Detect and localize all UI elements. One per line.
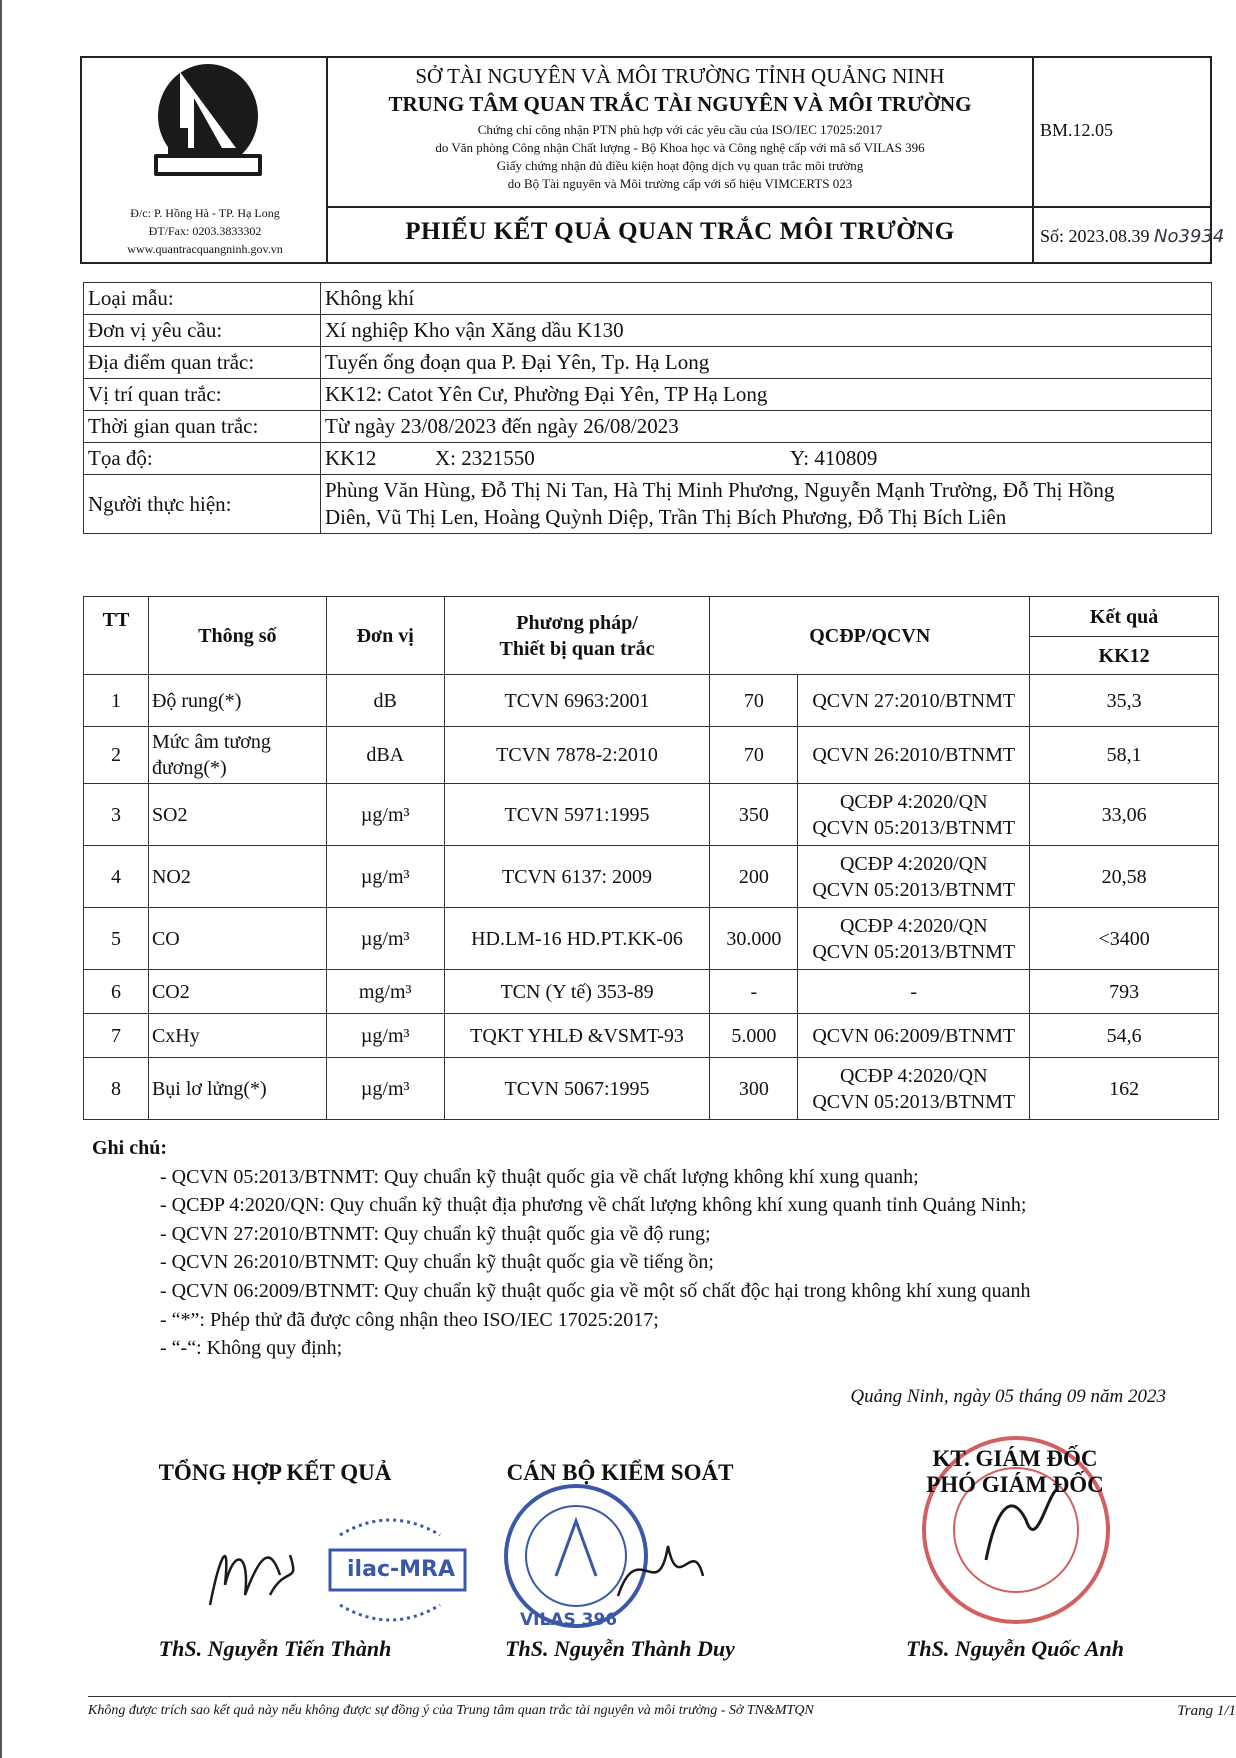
cell-limit: - — [710, 970, 798, 1014]
cell-method: TCVN 6963:2001 — [444, 675, 710, 727]
info-row-sample — [84, 283, 1212, 315]
sig2-name: ThS. Nguyễn Thành Duy — [505, 1636, 735, 1661]
cell-method: TCVN 6137: 2009 — [444, 846, 710, 908]
label-position: Vị trí quan trắc: — [84, 379, 321, 411]
emac-logo — [82, 58, 328, 206]
info-table — [83, 282, 1212, 534]
coord-y: Y: 410809 — [790, 446, 878, 470]
table-row — [84, 675, 1219, 727]
position: KK12: Catot Yên Cư, Phường Đại Yên, TP Hạ Long — [321, 379, 1212, 411]
staff-line-2: Diên, Vũ Thị Len, Hoàng Quỳnh Diệp, Trần Thị Bích Phương, Đỗ Thị Bích Liên — [325, 505, 1007, 529]
col-tt: TT — [84, 597, 149, 675]
table-row — [84, 846, 1219, 908]
sig1-name: ThS. Nguyễn Tiến Thành — [158, 1636, 392, 1661]
cell-limit: 30.000 — [710, 908, 798, 970]
cell-unit: µg/m³ — [326, 1014, 444, 1058]
cell-standard — [798, 908, 1030, 970]
doc-number — [1040, 226, 1224, 247]
label-requester: Đơn vị yêu cầu: — [84, 315, 321, 347]
table-row — [84, 1014, 1219, 1058]
cell-tt: 7 — [84, 1014, 149, 1058]
standard-line-2: QCVN 05:2013/BTNMT — [812, 940, 1016, 963]
coord-code: KK12 — [325, 446, 377, 470]
time: Từ ngày 23/08/2023 đến ngày 26/08/2023 — [321, 411, 1212, 443]
cell-standard — [798, 727, 1030, 784]
footer-disclaimer: Không được trích sao kết quả này nếu không được sự đồng ý của Trung tâm quan trắc tài nguyên và môi trường - Sở TN&MTQN — [88, 1703, 814, 1718]
cell-method: TCVN 5067:1995 — [444, 1058, 710, 1120]
results-body — [84, 675, 1219, 1120]
table-row — [84, 1058, 1219, 1120]
standard-line-1: QCĐP 4:2020/QN — [839, 1064, 988, 1087]
sample-type: Không khí — [321, 283, 1212, 315]
results-table — [83, 596, 1219, 1120]
sig3-title-1: KT. GIÁM ĐỐC — [932, 1446, 1098, 1471]
cell-method: TCVN 5971:1995 — [444, 784, 710, 846]
notes — [92, 1134, 1031, 1363]
sig3-title-2: PHÓ GIÁM ĐỐC — [926, 1472, 1104, 1497]
col-method — [444, 597, 710, 675]
requester: Xí nghiệp Kho vận Xăng dầu K130 — [321, 315, 1212, 347]
standard-line-1: QCĐP 4:2020/QN — [839, 852, 988, 875]
cell-result: 793 — [1030, 970, 1219, 1014]
cell-result: 20,58 — [1030, 846, 1219, 908]
header-box — [80, 56, 1225, 264]
cell-limit: 70 — [710, 727, 798, 784]
standard-line-1: QCVN 27:2010/BTNMT — [812, 689, 1016, 712]
cell-param: CO — [148, 908, 326, 970]
note-item: - QCĐP 4:2020/QN: Quy chuẩn kỹ thuật địa phương về chất lượng không khí xung quanh tỉnh Quảng Ninh; — [160, 1194, 1027, 1217]
table-row — [84, 908, 1219, 970]
cell-limit: 70 — [710, 675, 798, 727]
cell-result: 33,06 — [1030, 784, 1219, 846]
col-station: KK12 — [1030, 637, 1219, 675]
col-method-l1: Phương pháp/ — [516, 611, 638, 634]
cert-line-2: do Văn phòng Công nhận Chất lượng - Bộ Khoa học và Công nghệ cấp với mã số VILAS 396 — [435, 140, 925, 155]
sig3-name: ThS. Nguyễn Quốc Anh — [905, 1636, 1124, 1661]
coord-x: X: 2321550 — [435, 446, 535, 470]
cell-tt: 6 — [84, 970, 149, 1014]
cell-param: Mức âm tương đương(*) — [148, 727, 326, 784]
label-staff: Người thực hiện: — [84, 475, 321, 534]
cell-method: TQKT YHLĐ &VSMT-93 — [444, 1014, 710, 1058]
cell-tt: 2 — [84, 727, 149, 784]
cell-tt: 4 — [84, 846, 149, 908]
standard-line-1: QCVN 26:2010/BTNMT — [812, 744, 1016, 766]
form-title: PHIẾU KẾT QUẢ QUAN TRẮC MÔI TRƯỜNG — [405, 218, 955, 245]
header-row-1 — [84, 597, 1219, 637]
sig2-name-wrap — [470, 1636, 770, 1662]
sig1-title: TỔNG HỢP KẾT QUẢ — [158, 1460, 392, 1485]
cell-result: 35,3 — [1030, 675, 1219, 727]
cell-standard — [798, 846, 1030, 908]
table-row — [84, 727, 1219, 784]
col-unit: Đơn vị — [326, 597, 444, 675]
cell-tt: 3 — [84, 784, 149, 846]
info-row-time — [84, 411, 1212, 443]
cell-unit: µg/m³ — [326, 846, 444, 908]
info-row-staff — [84, 475, 1212, 534]
cell-tt: 5 — [84, 908, 149, 970]
cell-result: 54,6 — [1030, 1014, 1219, 1058]
info-row-coord — [84, 443, 1212, 475]
staff-line-1: Phùng Văn Hùng, Đỗ Thị Ni Tan, Hà Thị Minh Phương, Nguyễn Mạnh Trường, Đỗ Thị Hồng — [325, 478, 1115, 502]
cert-line-1: Chứng chỉ công nhận PTN phù hợp với các yêu cầu của ISO/IEC 17025:2017 — [477, 122, 883, 137]
page-number: Trang 1/1 — [1177, 1703, 1236, 1719]
signature-block-1 — [110, 1460, 440, 1486]
note-item: - QCVN 05:2013/BTNMT: Quy chuẩn kỹ thuật quốc gia về chất lượng không khí xung quanh; — [160, 1165, 919, 1188]
address: Đ/c: P. Hồng Hà - TP. Hạ Long — [130, 206, 280, 220]
cell-param: SO2 — [148, 784, 326, 846]
cell-tt: 1 — [84, 675, 149, 727]
cell-unit: µg/m³ — [326, 908, 444, 970]
cell-method: TCN (Y tế) 353-89 — [444, 970, 710, 1014]
cell-unit: µg/m³ — [326, 784, 444, 846]
scan-edge-left — [0, 0, 2, 1758]
cell-tt: 8 — [84, 1058, 149, 1120]
cell-standard — [798, 784, 1030, 846]
sig2-title: CÁN BỘ KIỂM SOÁT — [506, 1460, 734, 1485]
standard-line-1: - — [910, 980, 918, 1003]
form-code: BM.12.05 — [1040, 120, 1114, 140]
notes-title: Ghi chú: — [92, 1137, 168, 1159]
website: www.quantracquangninh.gov.vn — [127, 242, 283, 256]
cell-limit: 300 — [710, 1058, 798, 1120]
sig3-name-wrap — [880, 1636, 1150, 1662]
standard-line-1: QCĐP 4:2020/QN — [839, 914, 988, 937]
org-center: TRUNG TÂM QUAN TRẮC TÀI NGUYÊN VÀ MÔI TRƯỜNG — [388, 92, 972, 116]
standard-line-2: QCVN 05:2013/BTNMT — [812, 816, 1016, 839]
vilas-text: VILAS 396 — [520, 1610, 618, 1630]
cell-unit: dBA — [326, 727, 444, 784]
ilac-logo: ilac-MRA — [347, 1557, 455, 1582]
sig1-name-wrap — [110, 1636, 440, 1662]
cell-method: TCVN 7878-2:2010 — [444, 727, 710, 784]
label-coord: Tọa độ: — [84, 443, 321, 475]
table-row — [84, 784, 1219, 846]
col-standard: QCĐP/QCVN — [710, 597, 1030, 675]
note-item: - QCVN 06:2009/BTNMT: Quy chuẩn kỹ thuật quốc gia về một số chất độc hại trong không khí xung quanh — [160, 1279, 1031, 1302]
cell-param: CO2 — [148, 970, 326, 1014]
cell-unit: mg/m³ — [326, 970, 444, 1014]
info-row-position — [84, 379, 1212, 411]
table-row — [84, 970, 1219, 1014]
logo-text: EMAC — [178, 156, 232, 172]
cell-standard — [798, 1058, 1030, 1120]
label-location: Địa điểm quan trắc: — [84, 347, 321, 379]
code-cell — [1032, 58, 1225, 262]
phone: ĐT/Fax: 0203.3833302 — [148, 224, 262, 238]
cell-result: <3400 — [1030, 908, 1219, 970]
cell-limit: 350 — [710, 784, 798, 846]
cell-param: Độ rung(*) — [148, 675, 326, 727]
staff-cell — [321, 475, 1212, 534]
note-item: - “*”: Phép thử đã được công nhận theo ISO/IEC 17025:2017; — [160, 1308, 659, 1331]
signature-block-3 — [880, 1446, 1150, 1498]
cell-standard — [798, 675, 1030, 727]
cell-standard — [798, 970, 1030, 1014]
label-time: Thời gian quan trắc: — [84, 411, 321, 443]
org-department: SỞ TÀI NGUYÊN VÀ MÔI TRƯỜNG TỈNH QUẢNG NINH — [415, 64, 945, 88]
date-line: Quảng Ninh, ngày 05 tháng 09 năm 2023 — [850, 1386, 1166, 1407]
note-item: - “-“: Không quy định; — [160, 1337, 343, 1360]
doc-handwritten: No3934 — [1154, 226, 1225, 247]
info-row-location — [84, 347, 1212, 379]
coord-cell — [321, 443, 1212, 475]
standard-line-2: QCVN 05:2013/BTNMT — [812, 878, 1016, 901]
note-item: - QCVN 27:2010/BTNMT: Quy chuẩn kỹ thuật quốc gia về độ rung; — [160, 1222, 711, 1245]
cell-method: HD.LM-16 HD.PT.KK-06 — [444, 908, 710, 970]
cell-limit: 200 — [710, 846, 798, 908]
cert-line-4: do Bộ Tài nguyên và Môi trường cấp với số hiệu VIMCERTS 023 — [507, 176, 853, 191]
note-item: - QCVN 26:2010/BTNMT: Quy chuẩn kỹ thuật quốc gia về tiếng ồn; — [160, 1251, 714, 1274]
info-row-requester — [84, 315, 1212, 347]
doc-number-text: Số: 2023.08.39 — [1040, 226, 1150, 246]
standard-line-1: QCĐP 4:2020/QN — [839, 790, 988, 813]
cell-result: 58,1 — [1030, 727, 1219, 784]
logo-cell — [82, 58, 328, 262]
cell-param: NO2 — [148, 846, 326, 908]
cell-limit: 5.000 — [710, 1014, 798, 1058]
standard-line-2: QCVN 05:2013/BTNMT — [812, 1090, 1016, 1113]
standard-line-1: QCVN 06:2009/BTNMT — [812, 1024, 1016, 1047]
label-sample-type: Loại mẫu: — [84, 283, 321, 315]
cell-unit: dB — [326, 675, 444, 727]
cell-param: CxHy — [148, 1014, 326, 1058]
cert-line-3: Giấy chứng nhận đủ điều kiện hoạt động dịch vụ quan trắc môi trường — [496, 158, 864, 173]
cell-standard — [798, 1014, 1030, 1058]
col-param: Thông số — [148, 597, 326, 675]
cell-result: 162 — [1030, 1058, 1219, 1120]
location: Tuyến ống đoạn qua P. Đại Yên, Tp. Hạ Long — [321, 347, 1212, 379]
col-method-l2: Thiết bị quan trắc — [499, 637, 655, 660]
cell-unit: µg/m³ — [326, 1058, 444, 1120]
cell-param: Bụi lơ lửng(*) — [148, 1058, 326, 1120]
footer — [88, 1696, 1236, 1719]
col-result: Kết quả — [1030, 597, 1219, 637]
